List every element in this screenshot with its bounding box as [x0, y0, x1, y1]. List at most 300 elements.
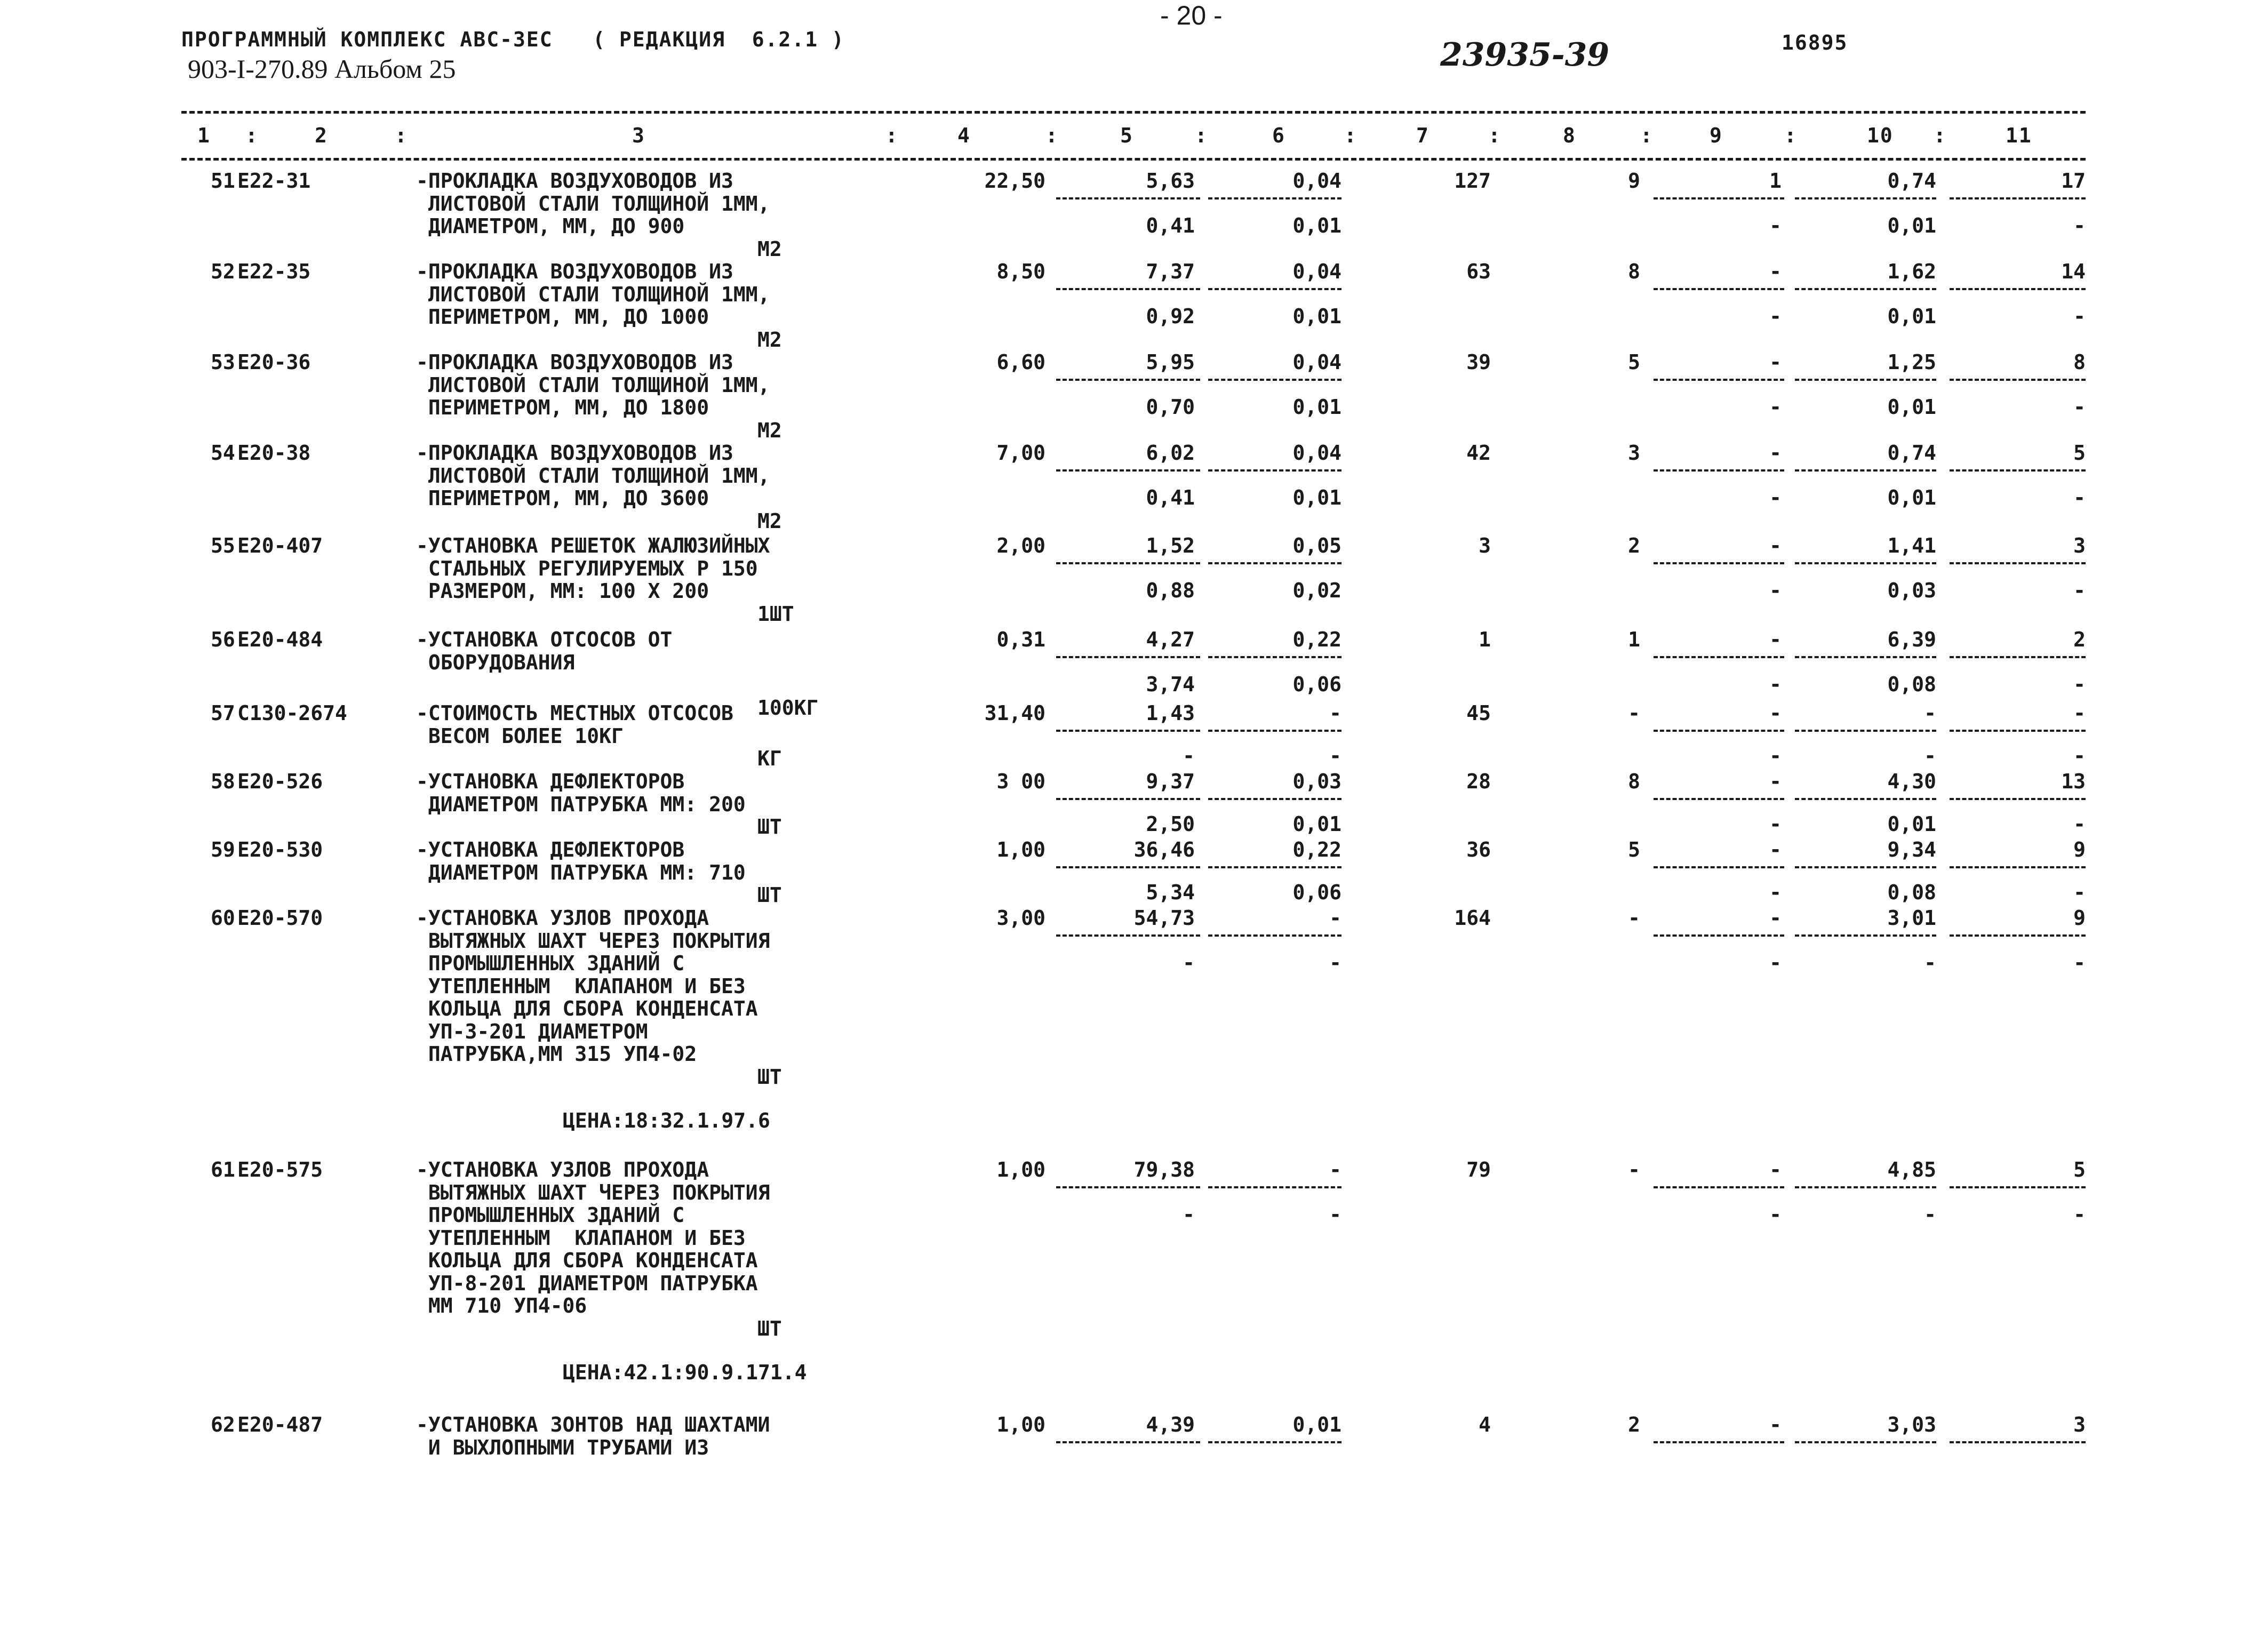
cell-divider [1654, 1186, 1784, 1188]
table-row [0, 906, 2268, 1132]
cell-c5-sub: 0,70 [1146, 395, 1195, 419]
table-row [0, 1158, 2268, 1384]
column-header: : [1640, 124, 1654, 147]
cell-c7: 36 [1466, 838, 1491, 861]
row-description-line: УП-3-201 ДИАМЕТРОМ [416, 1019, 648, 1043]
cell-c10: 9,34 [1887, 838, 1936, 861]
cell-c11-sub: - [2073, 1203, 2086, 1226]
cell-c7: 39 [1466, 350, 1491, 374]
cell-c9-sub: - [1769, 486, 1782, 509]
row-number: 61 [211, 1158, 235, 1181]
cell-c9: - [1769, 350, 1782, 374]
row-price: ЦЕНА:18:32.1.97.6 [563, 1109, 770, 1132]
cell-c7: 3 [1479, 534, 1491, 557]
row-price: ЦЕНА:42.1:90.9.171.4 [563, 1361, 807, 1384]
cell-c9: - [1769, 534, 1782, 557]
cell-c6-sub: - [1329, 744, 1341, 768]
cell-c6-sub: 0,01 [1292, 305, 1341, 328]
cell-c6: 0,22 [1292, 838, 1341, 861]
cell-c6: 0,03 [1292, 770, 1341, 793]
column-header: 5 [1120, 124, 1133, 147]
column-header: 8 [1563, 124, 1576, 147]
cell-c10: 0,74 [1887, 441, 1936, 465]
cell-divider [1654, 656, 1784, 658]
row-description-line: УТЕПЛЕННЫМ КЛАПАНОМ И БЕЗ [416, 974, 746, 998]
column-header: 2 [315, 124, 328, 147]
table-row [0, 770, 2268, 838]
row-description-line: ОБОРУДОВАНИЯ [416, 650, 575, 674]
cell-c6-sub: 0,01 [1292, 214, 1341, 237]
column-header: 11 [2006, 124, 2032, 147]
column-header: : [1195, 124, 1208, 147]
cell-divider [1208, 379, 1341, 381]
cell-divider [1795, 288, 1936, 290]
cell-divider [1208, 1441, 1341, 1443]
row-unit: 100КГ [757, 696, 819, 720]
row-description-line: КОЛЬЦА ДЛЯ СБОРА КОНДЕНСАТА [416, 1249, 758, 1272]
column-header: 9 [1710, 124, 1723, 147]
row-description-line: -УСТАНОВКА ДЕФЛЕКТОРОВ [416, 838, 685, 861]
cell-c10: 4,85 [1887, 1158, 1936, 1181]
cell-divider [1950, 730, 2086, 732]
cell-c11: 9 [2073, 906, 2086, 930]
cell-c8: 9 [1628, 169, 1640, 193]
cell-c5-sub: 0,92 [1146, 305, 1195, 328]
page-number: - 20 - [1160, 1, 1223, 30]
cell-c4: 1,00 [996, 838, 1045, 861]
cell-divider [1950, 379, 2086, 381]
cell-c9: - [1769, 441, 1782, 465]
doc-number: 16895 [1782, 31, 1848, 54]
cell-c11-sub: - [2073, 881, 2086, 904]
cell-c5: 1,43 [1146, 701, 1195, 725]
cell-c5-sub: 5,34 [1146, 881, 1195, 904]
cell-c11: 9 [2073, 838, 2086, 861]
row-number: 55 [211, 534, 235, 557]
row-number: 59 [211, 838, 235, 861]
cell-divider [1208, 798, 1341, 800]
row-unit: M2 [757, 237, 782, 261]
cell-divider [1208, 562, 1341, 564]
row-code: С130-2674 [237, 701, 347, 725]
cell-divider [1654, 798, 1784, 800]
cell-c10-sub: 0,03 [1887, 579, 1936, 602]
cell-divider [1654, 197, 1784, 199]
cell-c6: 0,04 [1292, 441, 1341, 465]
cell-divider [1056, 1186, 1200, 1188]
cell-c9: - [1769, 1158, 1782, 1181]
cell-c9-sub: - [1769, 214, 1782, 237]
row-number: 51 [211, 169, 235, 193]
row-description-line: УП-8-201 ДИАМЕТРОМ ПАТРУБКА [416, 1271, 758, 1295]
cell-divider [1208, 934, 1341, 937]
cell-c5: 5,95 [1146, 350, 1195, 374]
cell-divider [1795, 934, 1936, 937]
cell-divider [1056, 656, 1200, 658]
row-description-line: РАЗМЕРОМ, ММ: 100 Х 200 [416, 579, 709, 603]
row-description-line: КОЛЬЦА ДЛЯ СБОРА КОНДЕНСАТА [416, 997, 758, 1020]
cell-divider [1950, 798, 2086, 800]
cell-c6: - [1329, 701, 1341, 725]
cell-c10: 0,74 [1887, 169, 1936, 193]
cell-c7: 1 [1479, 628, 1491, 651]
row-description-line: ДИАМЕТРОМ ПАТРУБКА ММ: 710 [416, 860, 746, 884]
table-row [0, 441, 2268, 533]
cell-c10: - [1924, 701, 1936, 725]
table-row [0, 169, 2268, 261]
row-number: 57 [211, 701, 235, 725]
cell-divider [1654, 469, 1784, 472]
cell-divider [1056, 798, 1200, 800]
cell-c6: - [1329, 906, 1341, 930]
cell-c11-sub: - [2073, 673, 2086, 696]
cell-c6-sub: 0,06 [1292, 881, 1341, 904]
cell-c10: 6,39 [1887, 628, 1936, 651]
cell-divider [1654, 379, 1784, 381]
cell-c7: 45 [1466, 701, 1491, 725]
cell-divider [1950, 288, 2086, 290]
cell-c4: 8,50 [996, 260, 1045, 283]
cell-c8: 5 [1628, 838, 1640, 861]
cell-c6-sub: - [1329, 1203, 1341, 1226]
cell-c10-sub: 0,01 [1887, 305, 1936, 328]
cell-divider [1795, 469, 1936, 472]
cell-divider [1056, 1441, 1200, 1443]
cell-c7: 28 [1466, 770, 1491, 793]
cell-c9-sub: - [1769, 1203, 1782, 1226]
cell-c9: - [1769, 838, 1782, 861]
row-code: Е22-35 [237, 260, 311, 283]
cell-c4: 1,00 [996, 1158, 1045, 1181]
cell-c5-sub: - [1183, 744, 1195, 768]
column-header: 1 [197, 124, 211, 147]
cell-c7: 164 [1454, 906, 1491, 930]
cell-c5-sub: 0,41 [1146, 486, 1195, 509]
cell-divider [1950, 562, 2086, 564]
cell-c6-sub: 0,01 [1292, 486, 1341, 509]
column-header: 3 [632, 124, 645, 147]
cell-divider [1950, 1186, 2086, 1188]
cell-c11: - [2073, 701, 2086, 725]
table-row [0, 260, 2268, 351]
cell-c6-sub: 0,06 [1292, 673, 1341, 696]
column-header: 10 [1867, 124, 1894, 147]
column-header: : [1784, 124, 1798, 147]
row-description-line: ММ 710 УП4-06 [416, 1294, 587, 1317]
cell-c8: - [1628, 906, 1640, 930]
program-title: ПРОГРАММНЫЙ КОМПЛЕКС АВС-ЗЕС ( РЕДАКЦИЯ 6.2.1 ) [181, 28, 845, 51]
cell-divider [1654, 562, 1784, 564]
cell-c6-sub: 0,02 [1292, 579, 1341, 602]
cell-c6-sub: 0,01 [1292, 812, 1341, 836]
cell-divider [1795, 866, 1936, 868]
column-header: : [885, 124, 899, 147]
cell-divider [1056, 934, 1200, 937]
cell-c10: 1,62 [1887, 260, 1936, 283]
cell-divider [1056, 730, 1200, 732]
row-code: Е20-526 [237, 770, 323, 793]
table-row [0, 350, 2268, 442]
column-header: : [1934, 124, 1947, 147]
cell-divider [1208, 730, 1341, 732]
cell-c11-sub: - [2073, 486, 2086, 509]
cell-c8: 2 [1628, 534, 1640, 557]
row-number: 54 [211, 441, 235, 465]
row-description-line: ПРОМЫШЛЕННЫХ ЗДАНИЙ С [416, 952, 685, 975]
cell-c9-sub: - [1769, 395, 1782, 419]
cell-c9-sub: - [1769, 579, 1782, 602]
row-unit: ШТ [757, 815, 782, 838]
cell-c10-sub: 0,01 [1887, 214, 1936, 237]
row-description-line: ЛИСТОВОЙ СТАЛИ ТОЛЩИНОЙ 1ММ, [416, 282, 770, 306]
cell-c7: 4 [1479, 1413, 1491, 1436]
cell-divider [1795, 1441, 1936, 1443]
row-number: 58 [211, 770, 235, 793]
cell-c7: 79 [1466, 1158, 1491, 1181]
cell-divider [1795, 1186, 1936, 1188]
cell-c9-sub: - [1769, 881, 1782, 904]
row-unit: M2 [757, 509, 782, 533]
cell-c6: 0,04 [1292, 169, 1341, 193]
row-code: Е20-38 [237, 441, 311, 465]
cell-c10: 3,03 [1887, 1413, 1936, 1436]
row-description-line: -УСТАНОВКА ЗОНТОВ НАД ШАХТАМИ [416, 1413, 770, 1436]
cell-c9: - [1769, 1413, 1782, 1436]
cell-c11-sub: - [2073, 812, 2086, 836]
cell-divider [1795, 197, 1936, 199]
cell-divider [1654, 866, 1784, 868]
cell-divider [1795, 562, 1936, 564]
cell-c11-sub: - [2073, 305, 2086, 328]
cell-c5-sub: - [1183, 951, 1195, 974]
cell-c9-sub: - [1769, 744, 1782, 768]
cell-divider [1950, 934, 2086, 937]
cell-c11: 2 [2073, 628, 2086, 651]
cell-divider [1950, 197, 2086, 199]
handwritten-code: 23935-39 [1440, 36, 1610, 74]
cell-c7: 63 [1466, 260, 1491, 283]
row-description-line: ПЕРИМЕТРОМ, ММ, ДО 3600 [416, 486, 709, 510]
column-header: : [1344, 124, 1357, 147]
cell-c5-sub: 0,41 [1146, 214, 1195, 237]
cell-divider [1056, 866, 1200, 868]
cell-c11: 8 [2073, 350, 2086, 374]
cell-c11-sub: - [2073, 579, 2086, 602]
cell-c5: 6,02 [1146, 441, 1195, 465]
row-description-line: ЛИСТОВОЙ СТАЛИ ТОЛЩИНОЙ 1ММ, [416, 191, 770, 215]
column-header: 4 [957, 124, 971, 147]
cell-divider [1795, 379, 1936, 381]
row-description-line: -УСТАНОВКА ДЕФЛЕКТОРОВ [416, 770, 685, 793]
row-unit: КГ [757, 747, 782, 770]
cell-divider [1208, 1186, 1341, 1188]
cell-divider [1795, 730, 1936, 732]
cell-c10-sub: - [1924, 1203, 1936, 1226]
cell-c4: 3,00 [996, 906, 1045, 930]
table-row [0, 838, 2268, 907]
cell-c9-sub: - [1769, 305, 1782, 328]
cell-c11: 3 [2073, 1413, 2086, 1436]
cell-c10-sub: 0,08 [1887, 673, 1936, 696]
row-number: 56 [211, 628, 235, 651]
cell-c11-sub: - [2073, 951, 2086, 974]
cell-c6: 0,22 [1292, 628, 1341, 651]
cell-c11: 14 [2061, 260, 2086, 283]
cell-c11: 5 [2073, 441, 2086, 465]
cell-c8: 8 [1628, 770, 1640, 793]
cell-c5-sub: 3,74 [1146, 673, 1195, 696]
cell-c10: 3,01 [1887, 906, 1936, 930]
table-row [0, 1413, 2268, 1459]
cell-c11: 3 [2073, 534, 2086, 557]
cell-c5: 9,37 [1146, 770, 1195, 793]
cell-c10-sub: 0,01 [1887, 812, 1936, 836]
column-header: 6 [1272, 124, 1285, 147]
row-description-line: ВЕСОМ БОЛЕЕ 10КГ [416, 724, 624, 748]
cell-c4: 3 00 [996, 770, 1045, 793]
cell-c8: 8 [1628, 260, 1640, 283]
cell-c10-sub: 0,08 [1887, 881, 1936, 904]
cell-c8: - [1628, 701, 1640, 725]
cell-c11-sub: - [2073, 744, 2086, 768]
cell-c4: 22,50 [984, 169, 1045, 193]
cell-c5: 5,63 [1146, 169, 1195, 193]
cell-divider [1208, 866, 1341, 868]
cell-divider [1056, 562, 1200, 564]
row-description-line: ДИАМЕТРОМ, ММ, ДО 900 [416, 214, 685, 238]
cell-c10: 1,41 [1887, 534, 1936, 557]
row-description-line: И ВЫХЛОПНЫМИ ТРУБАМИ ИЗ [416, 1435, 709, 1459]
cell-c8: - [1628, 1158, 1640, 1181]
cell-c5: 7,37 [1146, 260, 1195, 283]
cell-c5: 54,73 [1133, 906, 1195, 930]
row-unit: ШТ [757, 1316, 782, 1340]
cell-c8: 2 [1628, 1413, 1640, 1436]
cell-c11-sub: - [2073, 214, 2086, 237]
table-row [0, 534, 2268, 626]
cell-c5: 1,52 [1146, 534, 1195, 557]
cell-c10-sub: 0,01 [1887, 486, 1936, 509]
cell-divider [1056, 469, 1200, 472]
cell-c9-sub: - [1769, 673, 1782, 696]
column-header: 7 [1416, 124, 1430, 147]
cell-c5-sub: 2,50 [1146, 812, 1195, 836]
cell-divider [1950, 866, 2086, 868]
cell-c6: - [1329, 1158, 1341, 1181]
cell-divider [1950, 1441, 2086, 1443]
row-code: Е20-530 [237, 838, 323, 861]
cell-c4: 0,31 [996, 628, 1045, 651]
row-description-line: -УСТАНОВКА УЗЛОВ ПРОХОДА [416, 1158, 709, 1181]
column-header: : [245, 124, 259, 147]
cell-c9-sub: - [1769, 812, 1782, 836]
row-code: Е20-570 [237, 906, 323, 930]
project-code: 903-I-270.89 Альбом 25 [188, 54, 456, 84]
row-description-line: ПЕРИМЕТРОМ, ММ, ДО 1800 [416, 396, 709, 419]
cell-c10-sub: - [1924, 744, 1936, 768]
cell-c4: 6,60 [996, 350, 1045, 374]
cell-c11-sub: - [2073, 395, 2086, 419]
cell-c11: 13 [2061, 770, 2086, 793]
cell-divider [1654, 934, 1784, 937]
cell-divider [1208, 288, 1341, 290]
cell-c6: 0,01 [1292, 1413, 1341, 1436]
row-number: 52 [211, 260, 235, 283]
row-description-line: -ПРОКЛАДКА ВОЗДУХОВОДОВ ИЗ [416, 441, 733, 465]
cell-divider [1056, 197, 1200, 199]
column-header: : [1488, 124, 1502, 147]
cell-c10-sub: - [1924, 951, 1936, 974]
cell-divider [1208, 656, 1341, 658]
cell-c10-sub: 0,01 [1887, 395, 1936, 419]
cell-c9-sub: - [1769, 951, 1782, 974]
cell-c5: 4,27 [1146, 628, 1195, 651]
cell-divider [1950, 469, 2086, 472]
cell-c5: 36,46 [1133, 838, 1195, 861]
row-code: Е22-31 [237, 169, 311, 193]
cell-c11: 5 [2073, 1158, 2086, 1181]
row-unit: M2 [757, 327, 782, 351]
cell-divider [1208, 469, 1341, 472]
cell-c8: 1 [1628, 628, 1640, 651]
row-unit: 1ШТ [757, 602, 794, 626]
row-description-line: -ПРОКЛАДКА ВОЗДУХОВОДОВ ИЗ [416, 169, 733, 193]
row-number: 53 [211, 350, 235, 374]
cell-c9: - [1769, 770, 1782, 793]
cell-c5: 4,39 [1146, 1413, 1195, 1436]
row-code: Е20-36 [237, 350, 311, 374]
row-description-line: -ПРОКЛАДКА ВОЗДУХОВОДОВ ИЗ [416, 260, 733, 283]
cell-divider [1208, 197, 1341, 199]
row-description-line: ПАТРУБКА,ММ 315 УП4-02 [416, 1042, 697, 1066]
cell-divider [1795, 798, 1936, 800]
cell-c10: 4,30 [1887, 770, 1936, 793]
cell-c8: 5 [1628, 350, 1640, 374]
row-description-line: ВЫТЯЖНЫХ ШАХТ ЧЕРЕЗ ПОКРЫТИЯ [416, 1180, 770, 1204]
cell-c4: 2,00 [996, 534, 1045, 557]
cell-divider [1654, 1441, 1784, 1443]
row-description-line: ЛИСТОВОЙ СТАЛИ ТОЛЩИНОЙ 1ММ, [416, 373, 770, 397]
cell-c6-sub: - [1329, 951, 1341, 974]
cell-c6: 0,05 [1292, 534, 1341, 557]
column-header: : [395, 124, 408, 147]
cell-c9: - [1769, 628, 1782, 651]
cell-divider [1654, 730, 1784, 732]
cell-c7: 127 [1454, 169, 1491, 193]
row-unit: ШТ [757, 1065, 782, 1089]
cell-c5-sub: 0,88 [1146, 579, 1195, 602]
cell-c6: 0,04 [1292, 260, 1341, 283]
cell-c9: 1 [1769, 169, 1782, 193]
column-header: : [1045, 124, 1059, 147]
cell-divider [1056, 379, 1200, 381]
row-description-line: УТЕПЛЕННЫМ КЛАПАНОМ И БЕЗ [416, 1226, 746, 1250]
row-number: 60 [211, 906, 235, 930]
cell-divider [1950, 656, 2086, 658]
row-description-line: ЛИСТОВОЙ СТАЛИ ТОЛЩИНОЙ 1ММ, [416, 464, 770, 488]
cell-c4: 31,40 [984, 701, 1045, 725]
row-code: Е20-407 [237, 534, 323, 557]
table-header-rule [181, 158, 2086, 161]
row-description-line: СТАЛЬНЫХ РЕГУЛИРУЕМЫХ Р 150 [416, 556, 758, 580]
cell-c6-sub: 0,01 [1292, 395, 1341, 419]
row-description-line: -УСТАНОВКА УЗЛОВ ПРОХОДА [416, 906, 709, 930]
row-description-line: -СТОИМОСТЬ МЕСТНЫХ ОТСОСОВ [416, 701, 733, 725]
row-code: Е20-487 [237, 1413, 323, 1436]
row-description-line: -УСТАНОВКА РЕШЕТОК ЖАЛЮЗИЙНЫХ [416, 534, 770, 557]
row-unit: ШТ [757, 883, 782, 907]
cell-c4: 7,00 [996, 441, 1045, 465]
